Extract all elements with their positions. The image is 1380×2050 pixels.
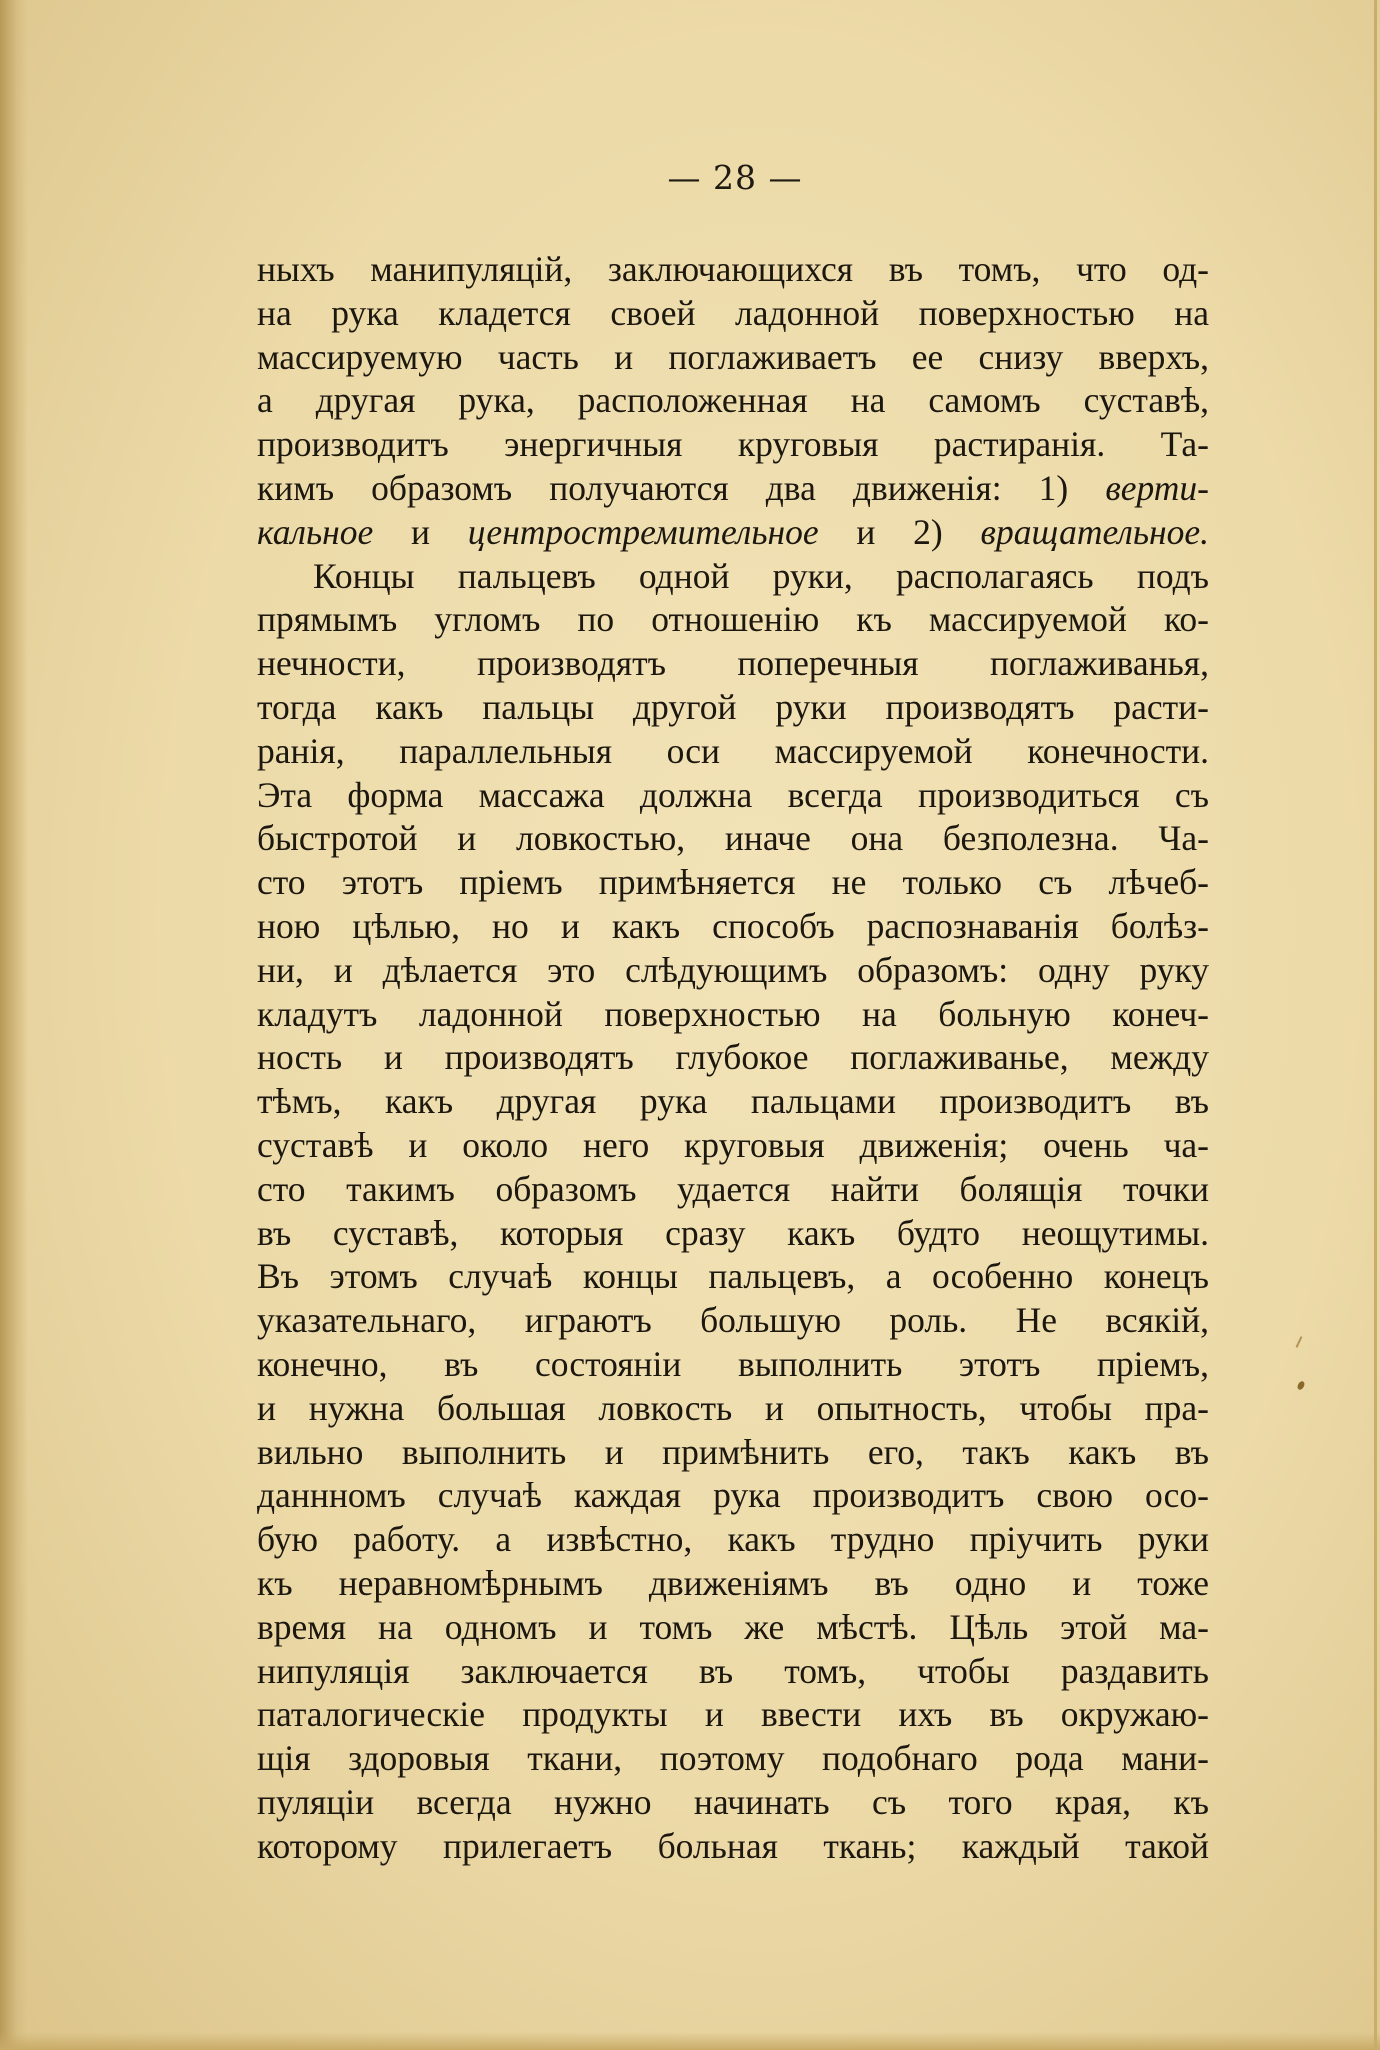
text-line [257, 1255, 1209, 1299]
text-line [257, 905, 1209, 949]
page-bottom-shadow [0, 2032, 1380, 2050]
text-line [257, 1168, 1209, 1212]
text-line [257, 1343, 1209, 1387]
text-span: массируемую часть и поглаживаетъ ее снизу вверхъ, [257, 336, 1209, 377]
text-line [257, 774, 1209, 818]
text-span: кладутъ ладонной поверхностью на больную конеч- [257, 993, 1209, 1034]
text-span: ною цѣлью, но и какъ способъ распознаванія болѣз- [257, 905, 1209, 946]
text-span: ранія, параллельныя оси массируемой конечности. [257, 730, 1209, 771]
text-line [257, 949, 1209, 993]
text-line [257, 1299, 1209, 1343]
text-line [257, 1650, 1209, 1694]
page-number: — 28 — [667, 158, 803, 197]
text-span: вильно выполнить и примѣнить его, такъ какъ въ [257, 1431, 1209, 1472]
text-span: прямымъ угломъ по отношенію къ массируемой ко- [257, 599, 1209, 640]
text-span: Концы пальцевъ одной руки, располагаясь подъ [313, 555, 1209, 596]
text-line [257, 1474, 1209, 1518]
text-span: быстротой и ловкостью, иначе она безполезна. Ча- [257, 818, 1209, 859]
text-line [257, 336, 1209, 380]
text-line [257, 1781, 1209, 1825]
text-span: ность и производятъ глубокое поглаживанье, между [257, 1037, 1209, 1078]
text-span: тогда какъ пальцы другой руки производятъ расти- [257, 686, 1209, 727]
text-line [257, 686, 1209, 730]
text-span: Въ этомъ случаѣ концы пальцевъ, а особенно конецъ [257, 1256, 1209, 1297]
ink-speck [1296, 1380, 1306, 1391]
text-span: и нужна большая ловкость и опытность, чтобы пра- [257, 1387, 1209, 1428]
text-span: въ суставѣ, которыя сразу какъ будто неощутимы. [257, 1212, 1209, 1253]
text-line [257, 1693, 1209, 1737]
text-span: и 2) [818, 511, 981, 552]
text-span: паталогическіе продукты и ввести ихъ въ окружаю- [257, 1694, 1209, 1735]
body-text [257, 248, 1209, 1868]
text-line [257, 379, 1209, 423]
page-edge [1374, 0, 1377, 2050]
text-span: сто этотъ пріемъ примѣняется не только съ лѣчеб- [257, 862, 1209, 903]
text-line [257, 642, 1209, 686]
text-line [257, 423, 1209, 467]
text-span: бую работу. а извѣстно, какъ трудно пріучить руки [257, 1519, 1209, 1560]
text-span: время на одномъ и томъ же мѣстѣ. Цѣль этой ма- [257, 1606, 1209, 1647]
text-line [257, 1387, 1209, 1431]
text-line-paragraph-start [257, 555, 1209, 599]
text-span: конечно, въ состояніи выполнить этотъ пріемъ, [257, 1343, 1209, 1384]
text-line [257, 292, 1209, 336]
text-line [257, 1431, 1209, 1475]
text-line [257, 248, 1209, 292]
text-line [257, 1080, 1209, 1124]
text-line [257, 817, 1209, 861]
text-span: ныхъ манипуляцій, заключающихся въ томъ, что од- [257, 249, 1209, 289]
text-span: тѣмъ, какъ другая рука пальцами производитъ въ [257, 1081, 1209, 1122]
text-span: сто такимъ образомъ удается найти болящія точки [257, 1168, 1209, 1209]
text-line [257, 1212, 1209, 1256]
text-line [257, 1562, 1209, 1606]
text-line [257, 1124, 1209, 1168]
text-span: которому прилегаетъ больная ткань; каждый такой [257, 1825, 1209, 1866]
text-line [257, 730, 1209, 774]
text-line [257, 1737, 1209, 1781]
text-span: даннномъ случаѣ каждая рука производитъ свою осо- [257, 1475, 1209, 1516]
text-line [257, 511, 1209, 555]
text-span: суставѣ и около него круговыя движенія; очень ча- [257, 1124, 1209, 1165]
italic-term: кальное [257, 511, 374, 552]
text-span: производитъ энергичныя круговыя растиранія. Та- [257, 424, 1209, 465]
italic-term: центростремительное [467, 511, 819, 552]
text-line [257, 1518, 1209, 1562]
text-span: къ неравномѣрнымъ движеніямъ въ одно и тоже [257, 1562, 1209, 1603]
italic-term: вращательное. [980, 511, 1210, 552]
text-span: ни, и дѣлается это слѣдующимъ образомъ: одну руку [257, 949, 1209, 990]
text-line [257, 1825, 1209, 1869]
text-line [257, 598, 1209, 642]
text-span: и [373, 511, 468, 552]
text-span: пуляціи всегда нужно начинать съ того края, къ [257, 1781, 1209, 1822]
text-line [257, 467, 1209, 511]
text-line [257, 861, 1209, 905]
text-span: Эта форма массажа должна всегда производиться съ [257, 774, 1209, 815]
text-line [257, 993, 1209, 1037]
text-span: нипуляція заключается въ томъ, чтобы раздавить [257, 1650, 1209, 1691]
text-span: на рука кладется своей ладонной поверхностью на [257, 292, 1209, 333]
paper-speck [1296, 1336, 1303, 1348]
text-span: щія здоровыя ткани, поэтому подобнаго рода мани- [257, 1738, 1209, 1779]
text-span: кимъ образомъ получаются два движенія: 1) [257, 467, 1106, 508]
italic-term: верти- [1105, 467, 1209, 508]
text-span: нечности, производятъ поперечныя поглаживанья, [257, 643, 1209, 684]
text-line [257, 1036, 1209, 1080]
page-spine-shadow [0, 0, 28, 2050]
text-span: а другая рука, расположенная на самомъ суставѣ, [257, 380, 1209, 421]
text-span: указательнаго, играютъ большую роль. Не всякій, [257, 1300, 1209, 1341]
text-line [257, 1606, 1209, 1650]
